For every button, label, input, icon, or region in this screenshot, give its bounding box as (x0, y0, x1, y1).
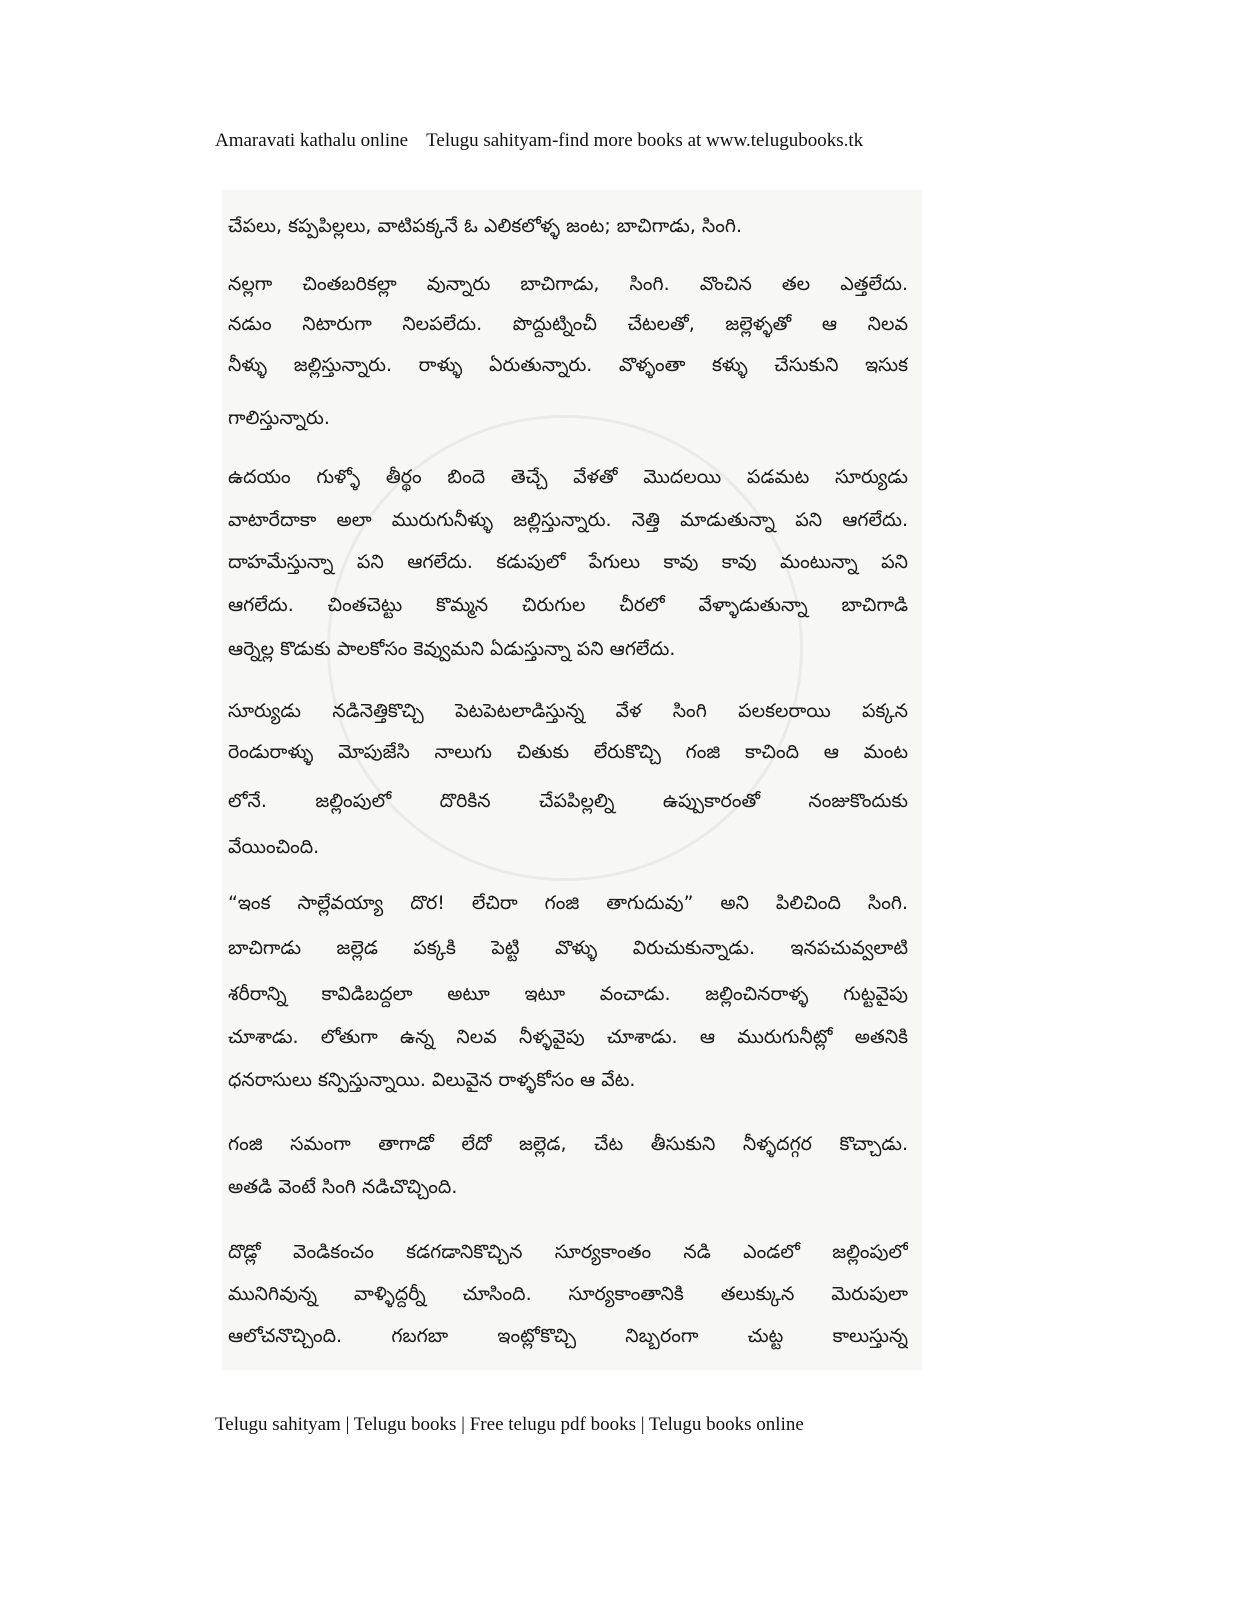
body-line: గంజి సమంగా తాగాడో లేదో జల్లెడ, చేట తీసుకుని నీళ్ళదగ్గర కొచ్చాడు. (228, 1133, 908, 1155)
body-line: అతడి వెంటే సింగి నడిచొచ్చింది. (228, 1176, 458, 1198)
body-line: ఆర్నెల్ల కొడుకు పాలకోసం కెవ్వుమని ఏడుస్తున్నా పని ఆగలేదు. (228, 638, 676, 660)
body-line: నడుం నిటారుగా నిలపలేదు. పొద్దుట్నించీ చేటలతో, జల్లెళ్ళతో ఆ నిలవ (228, 313, 908, 335)
body-line: గాలిస్తున్నారు. (228, 407, 330, 429)
body-line: దాహమేస్తున్నా పని ఆగలేదు. కడుపులో పేగులు కావు కావు మంటున్నా పని (228, 551, 908, 573)
body-line: ధనరాసులు కన్పిస్తున్నాయి. విలువైన రాళ్ళకోసం ఆ వేట. (228, 1069, 636, 1091)
body-line: మునిగివున్న వాళ్ళిద్దర్నీ చూసింది. సూర్యకాంతానికి తలుక్కున మెరుపులా (228, 1283, 908, 1305)
body-line: ఆగలేదు. చింతచెట్టు కొమ్మన చిరుగుల చీరలో వేళ్ళాడుతున్నా బాచిగాడి (228, 594, 908, 616)
body-line: నీళ్ళు జల్లిస్తున్నారు. రాళ్ళు ఏరుతున్నారు. వొళ్ళంతా కళ్ళు చేసుకుని ఇసుక (228, 354, 908, 376)
body-line: వేయించింది. (228, 836, 320, 858)
body-line: శరీరాన్ని కావిడిబద్దలా అటూ ఇటూ వంచాడు. జల్లించినరాళ్ళ గుట్టవైపు (228, 983, 908, 1005)
body-line: చూశాడు. లోతుగా ఉన్న నిలవ నీళ్ళవైపు చూశాడు. ఆ మురుగునీట్లో అతనికి (228, 1026, 908, 1048)
body-line: వాటారేదాకా అలా మురుగునీళ్ళు జల్లిస్తున్నారు. నెత్తి మాడుతున్నా పని ఆగలేదు. (228, 509, 908, 531)
header-title: Amaravati kathalu online (215, 130, 409, 151)
body-line: బాచిగాడు జల్లెడ పక్కకి పెట్టి వొళ్ళు విరుచుకున్నాడు. ఇనపచువ్వలాటి (228, 937, 908, 959)
body-line: లోనే. జల్లింపులో దొరికిన చేపపిల్లల్ని ఉప్పుకారంతో నంజుకొందుకు (228, 790, 908, 812)
body-line: సూర్యుడు నడినెత్తికొచ్చి పెటపెటలాడిస్తున్న వేళ సింగి పలకలరాయి పక్కన (228, 700, 908, 722)
body-line: నల్లగా చింతబరికల్లా వున్నారు బాచిగాడు, సింగి. వొంచిన తల ఎత్తలేదు. (228, 273, 908, 295)
body-line: “ఇంక సాల్లేవయ్యా దొర! లేచిరా గంజి తాగుదువు” అని పిలిచింది సింగి. (228, 892, 908, 914)
body-line: రెండురాళ్ళు మోపుజేసి నాలుగు చితుకు లేరుకొచ్చి గంజి కాచింది ఆ మంట (228, 741, 908, 763)
body-line: ఉదయం గుళ్ళో తీర్థం బిందె తెచ్చే వేళతో మొదలయి పడమట సూర్యుడు (228, 466, 908, 488)
page-footer: Telugu sahityam | Telugu books | Free telugu pdf books | Telugu books online (215, 1414, 804, 1435)
page-header (215, 130, 975, 152)
body-line: దొడ్లో వెండికంచం కడగడానికొచ్చిన సూర్యకాంతం నడి ఎండలో జల్లింపులో (228, 1241, 908, 1263)
body-line: చేపలు, కప్పపిల్లలు, వాటిపక్కనే ఓ ఎలికలోళ్ళ జంట; బాచిగాడు, సింగి. (228, 215, 742, 237)
header-subtitle: Telugu sahityam-find more books at www.telugubooks.tk (426, 130, 864, 151)
body-line: ఆలోచనొచ్చింది. గబగబా ఇంట్లోకొచ్చి నిబ్బరంగా చుట్ట కాలుస్తున్న (228, 1325, 908, 1347)
